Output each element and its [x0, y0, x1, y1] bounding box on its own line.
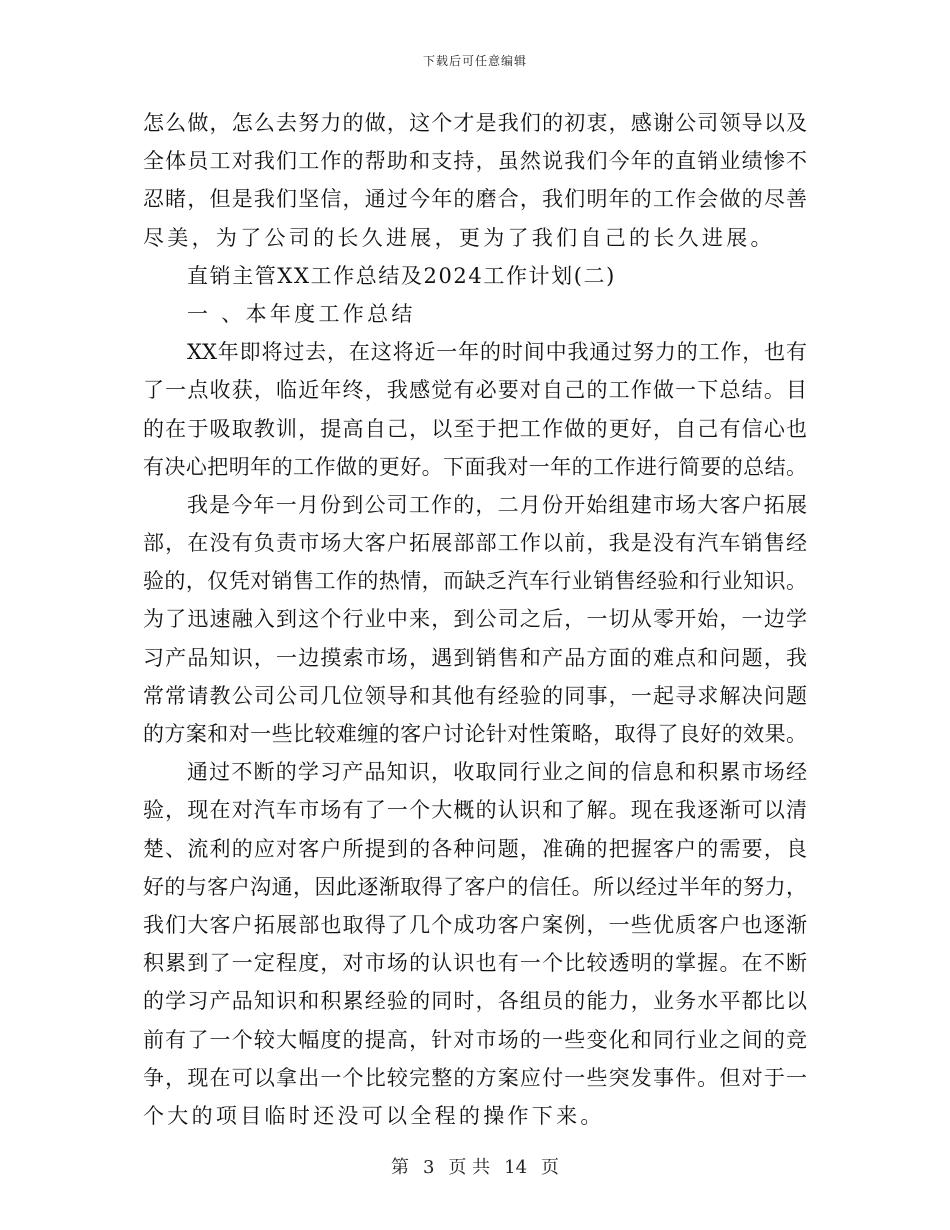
paragraph: [143, 104, 807, 257]
text-line: 争，现在可以拿出一个比较完整的方案应付一些突发事件。但对于一: [143, 1065, 807, 1090]
paragraph: [143, 486, 807, 753]
text-line: 个大的项目临时还没可以全程的操作下来。: [143, 1103, 605, 1128]
total-page-count: 14: [504, 1157, 528, 1178]
text-line: 验，现在对汽车市场有了一个大概的认识和了解。现在我逐渐可以清: [143, 798, 807, 823]
text-line: 尽美，为了公司的长久进展，更为了我们自己的长久进展。: [143, 225, 775, 250]
text-line: 我是今年一月份到公司工作的，二月份开始组建市场大客户拓展: [187, 492, 807, 517]
text-line: 积累到了一定程度，对市场的认识也有一个比较透明的掌握。在不断: [143, 951, 807, 976]
text-line: 验的，仅凭对销售工作的热情，而缺乏汽车行业销售经验和行业知识。: [143, 569, 807, 594]
text-line: 忍睹，但是我们坚信，通过今年的磨合，我们明年的工作会做的尽善: [143, 187, 807, 212]
text-line: 我们大客户拓展部也取得了几个成功客户案例，一些优质客户也逐渐: [143, 912, 807, 937]
page-number-footer: [0, 1153, 950, 1179]
text-line: 的在于吸取教训，提高自己，以至于把工作做的更好，自己有信心也: [143, 416, 807, 441]
text-line: 部，在没有负责市场大客户拓展部部工作以前，我是没有汽车销售经: [143, 531, 807, 556]
text-line: 的学习产品知识和积累经验的同时，各组员的能力，业务水平都比以: [143, 989, 807, 1014]
footer-prefix: 第: [390, 1157, 409, 1178]
text-line: 全体员工对我们工作的帮助和支持，虽然说我们今年的直销业绩惨不: [143, 149, 807, 174]
text-line: 怎么做，怎么去努力的做，这个才是我们的初衷，感谢公司领导以及: [143, 111, 807, 135]
paragraph: [143, 753, 807, 1135]
text-line: 了一点收获，临近年终，我感觉有必要对自己的工作做一下总结。目: [143, 378, 807, 403]
footer-middle: 页 共: [448, 1157, 491, 1178]
document-body: [143, 104, 807, 1135]
page-header-note: 下载后可任意编辑: [422, 54, 527, 68]
text-line: 常常请教公司公司几位领导和其他有经验的同事，一起寻求解决问题: [143, 683, 807, 708]
footer-suffix: 页: [541, 1157, 560, 1178]
text-line: 好的与客户沟通，因此逐渐取得了客户的信任。所以经过半年的努力，: [143, 874, 807, 899]
paragraph: [143, 333, 807, 486]
text-line: 楚、流利的应对客户所提到的各种问题，准确的把握客户的需要，良: [143, 836, 807, 861]
text-line: XX年即将过去，在这将近一年的时间中我通过努力的工作，也有: [187, 340, 807, 365]
text-line: 为了迅速融入到这个行业中来，到公司之后，一切从零开始，一边学: [143, 607, 807, 632]
subsection-heading: [143, 295, 807, 333]
current-page-number: 3: [422, 1157, 435, 1178]
text-line: 直销主管XX工作总结及2024工作计划(二): [187, 263, 616, 288]
text-line: 前有了一个较大幅度的提高，针对市场的一些变化和同行业之间的竞: [143, 1027, 807, 1052]
section-title: [143, 257, 807, 295]
text-line: 习产品知识，一边摸索市场，遇到销售和产品方面的难点和问题，我: [143, 645, 807, 670]
text-line: 一 、本年度工作总结: [187, 301, 416, 326]
text-line: 通过不断的学习产品知识，收取同行业之间的信息和积累市场经: [187, 760, 807, 785]
text-line: 有决心把明年的工作做的更好。下面我对一年的工作进行简要的总结。: [143, 454, 807, 479]
text-line: 的方案和对一些比较难缠的客户讨论针对性策略，取得了良好的效果。: [143, 722, 807, 746]
